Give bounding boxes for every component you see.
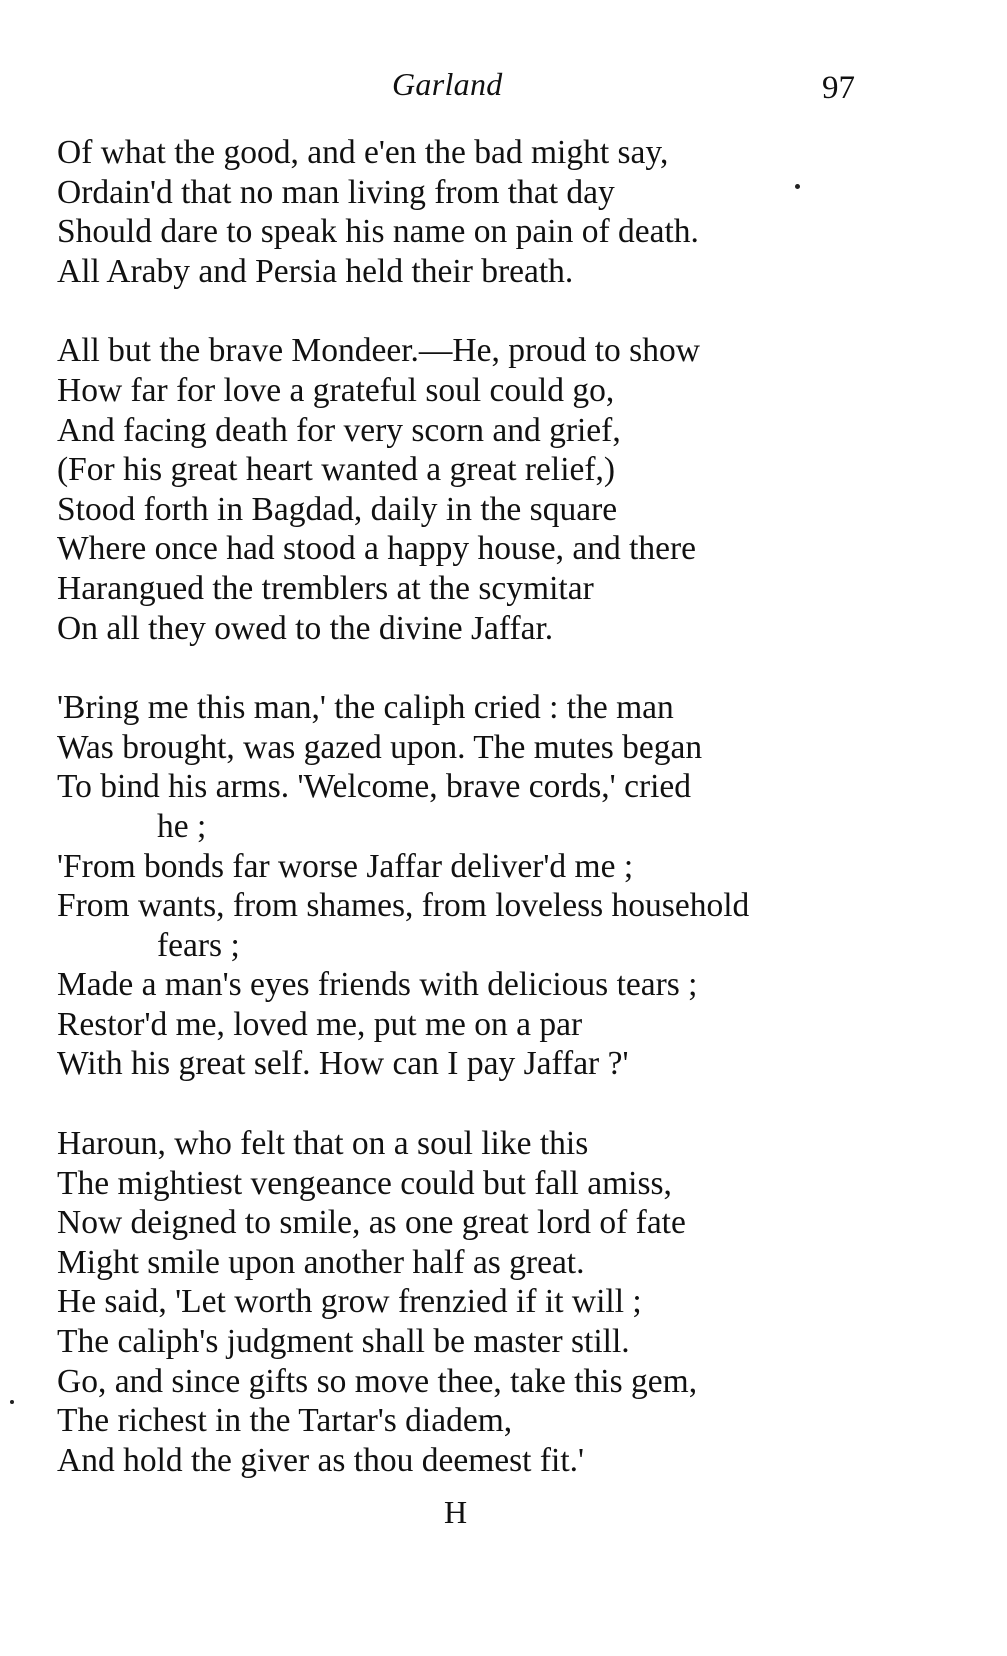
poem-line: 'Bring me this man,' the caliph cried : the man xyxy=(57,689,674,727)
poem-line: With his great self. How can I pay Jaffar ?' xyxy=(57,1045,629,1083)
stanza-gap xyxy=(57,1084,937,1124)
poem-line: The caliph's judgment shall be master still. xyxy=(57,1323,630,1361)
poem-line: He said, 'Let worth grow frenzied if it will ; xyxy=(57,1283,642,1321)
poem-line: Stood forth in Bagdad, daily in the square xyxy=(57,490,618,528)
poem-line-continuation: he ; xyxy=(157,807,207,845)
running-title: Garland xyxy=(392,66,503,102)
poem-line: Was brought, was gazed upon. The mutes began xyxy=(57,728,703,766)
poem-line: Should dare to speak his name on pain of death. xyxy=(57,213,699,251)
poem-line: From wants, from shames, from loveless household xyxy=(57,887,750,925)
poem-line: To bind his arms. 'Welcome, brave cords,' cried xyxy=(57,768,692,806)
poem-body xyxy=(57,133,937,1480)
poem-line: Go, and since gifts so move thee, take this gem, xyxy=(57,1362,698,1400)
poem-line: All Araby and Persia held their breath. xyxy=(57,252,574,290)
poem-line: How far for love a grateful soul could go, xyxy=(57,371,615,409)
poem-line: On all they owed to the divine Jaffar. xyxy=(57,609,554,647)
poem-line: Restor'd me, loved me, put me on a par xyxy=(57,1005,583,1043)
poem-line: Now deigned to smile, as one great lord of fate xyxy=(57,1204,686,1242)
poem-line: Harangued the tremblers at the scymitar xyxy=(57,569,594,607)
poem-line: Of what the good, and e'en the bad might say, xyxy=(57,134,669,171)
poem-line: And facing death for very scorn and grief, xyxy=(57,411,621,449)
poem-line: Made a man's eyes friends with delicious tears ; xyxy=(57,966,698,1004)
stanza-gap xyxy=(57,291,937,331)
poem-line: Haroun, who felt that on a soul like this xyxy=(57,1125,589,1163)
stanza xyxy=(57,133,937,291)
print-speck xyxy=(10,1400,14,1404)
poem-line: All but the brave Mondeer.—He, proud to show xyxy=(57,332,700,370)
stanza-gap xyxy=(57,648,937,688)
stanza xyxy=(57,1124,937,1480)
stanza xyxy=(57,331,937,648)
poem-line: Ordain'd that no man living from that day xyxy=(57,173,615,211)
print-speck xyxy=(795,184,800,189)
poem-line: The mightiest vengeance could but fall amiss, xyxy=(57,1164,672,1202)
signature-mark: H xyxy=(444,1494,468,1530)
poem-line: Where once had stood a happy house, and there xyxy=(57,530,697,568)
poem-line-continuation: fears ; xyxy=(157,926,240,964)
stanza xyxy=(57,688,937,1084)
poem-line: 'From bonds far worse Jaffar deliver'd me ; xyxy=(57,847,634,885)
poem-line: And hold the giver as thou deemest fit.' xyxy=(57,1441,585,1479)
poem-line: (For his great heart wanted a great relief,) xyxy=(57,451,616,489)
poem-line: Might smile upon another half as great. xyxy=(57,1243,585,1281)
page-number: 97 xyxy=(822,70,855,106)
poem-line: The richest in the Tartar's diadem, xyxy=(57,1402,513,1440)
